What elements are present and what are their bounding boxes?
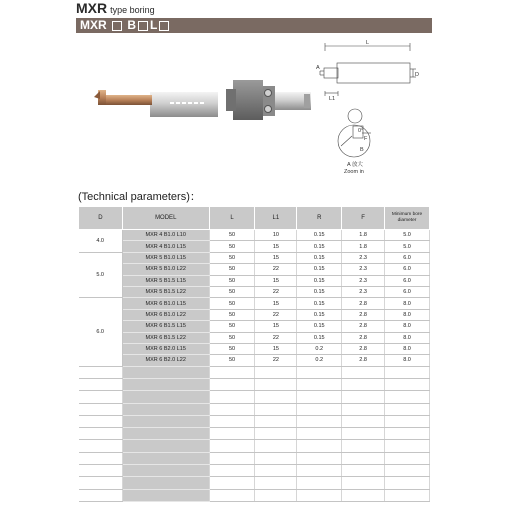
empty-cell bbox=[122, 489, 209, 501]
cell-l: 50 bbox=[209, 343, 255, 354]
empty-cell bbox=[297, 378, 342, 390]
cell-min-bore: 8.0 bbox=[385, 343, 430, 354]
empty-cell bbox=[79, 378, 123, 390]
cell-f: 2.8 bbox=[342, 355, 385, 366]
empty-cell bbox=[297, 403, 342, 415]
cell-min-bore: 6.0 bbox=[385, 286, 430, 297]
zoom-label-en: Zoom in bbox=[344, 169, 364, 173]
empty-cell bbox=[209, 391, 255, 403]
empty-cell bbox=[385, 489, 430, 501]
empty-row bbox=[79, 428, 430, 440]
cell-min-bore: 5.0 bbox=[385, 241, 430, 252]
header-f: F bbox=[342, 207, 385, 230]
table-row bbox=[79, 332, 430, 343]
title-sub: type boring bbox=[110, 5, 155, 15]
table-row bbox=[79, 252, 430, 263]
empty-cell bbox=[122, 440, 209, 452]
cell-model: MXR 4 B1.0 L10 bbox=[122, 230, 209, 241]
cell-f: 2.3 bbox=[342, 252, 385, 263]
cell-model: MXR 5 B1.0 L15 bbox=[122, 252, 209, 263]
dim-A-label: A bbox=[316, 65, 320, 71]
empty-row bbox=[79, 391, 430, 403]
cell-min-bore: 6.0 bbox=[385, 252, 430, 263]
empty-cell bbox=[385, 428, 430, 440]
cell-f: 2.8 bbox=[342, 298, 385, 309]
empty-cell bbox=[385, 378, 430, 390]
cell-model: MXR 6 B1.5 L22 bbox=[122, 332, 209, 343]
empty-cell bbox=[342, 378, 385, 390]
empty-cell bbox=[255, 440, 297, 452]
cell-r: 0.15 bbox=[297, 264, 342, 275]
dim-D-label: D bbox=[415, 72, 419, 78]
table-row bbox=[79, 309, 430, 320]
empty-row bbox=[79, 378, 430, 390]
cell-l: 50 bbox=[209, 355, 255, 366]
cell-min-bore: 6.0 bbox=[385, 264, 430, 275]
empty-cell bbox=[342, 477, 385, 489]
empty-cell bbox=[255, 428, 297, 440]
empty-cell bbox=[342, 428, 385, 440]
empty-cell bbox=[122, 452, 209, 464]
empty-cell bbox=[255, 378, 297, 390]
empty-cell bbox=[209, 403, 255, 415]
cell-l: 50 bbox=[209, 275, 255, 286]
empty-cell bbox=[297, 366, 342, 378]
table-row bbox=[79, 286, 430, 297]
cell-f: 2.8 bbox=[342, 332, 385, 343]
empty-cell bbox=[385, 415, 430, 427]
table-row bbox=[79, 264, 430, 275]
tool-illustration bbox=[76, 33, 432, 173]
header-r: R bbox=[297, 207, 342, 230]
cell-l: 50 bbox=[209, 230, 255, 241]
page-title bbox=[76, 0, 155, 16]
empty-cell bbox=[297, 391, 342, 403]
dim-L1-label: L1 bbox=[329, 96, 336, 102]
model-code bbox=[80, 18, 171, 33]
empty-cell bbox=[385, 391, 430, 403]
technical-parameters-table bbox=[78, 206, 430, 502]
cell-r: 0.15 bbox=[297, 241, 342, 252]
cell-model: MXR 5 B1.0 L22 bbox=[122, 264, 209, 275]
table-row bbox=[79, 321, 430, 332]
cell-r: 0.15 bbox=[297, 286, 342, 297]
cell-l: 50 bbox=[209, 241, 255, 252]
empty-cell bbox=[79, 391, 123, 403]
cell-l1: 15 bbox=[255, 298, 297, 309]
zoom-angle-label: 0° bbox=[358, 128, 364, 134]
empty-cell bbox=[79, 440, 123, 452]
empty-cell bbox=[79, 403, 123, 415]
cell-r: 0.15 bbox=[297, 275, 342, 286]
boring-bar-photo bbox=[94, 90, 218, 117]
table-row bbox=[79, 275, 430, 286]
cell-model: MXR 6 B2.0 L15 bbox=[122, 343, 209, 354]
cell-f: 1.8 bbox=[342, 241, 385, 252]
cell-r: 0.15 bbox=[297, 298, 342, 309]
cell-r: 0.2 bbox=[297, 343, 342, 354]
empty-cell bbox=[297, 489, 342, 501]
empty-cell bbox=[385, 477, 430, 489]
empty-row bbox=[79, 477, 430, 489]
empty-cell bbox=[297, 415, 342, 427]
empty-cell bbox=[79, 415, 123, 427]
empty-cell bbox=[342, 403, 385, 415]
empty-cell bbox=[79, 366, 123, 378]
placeholder-box bbox=[138, 21, 148, 31]
empty-cell bbox=[342, 452, 385, 464]
table-body bbox=[79, 230, 430, 502]
banner-l: L bbox=[150, 18, 158, 32]
banner-b: B bbox=[127, 18, 137, 32]
cell-l: 50 bbox=[209, 264, 255, 275]
cell-min-bore: 5.0 bbox=[385, 230, 430, 241]
table-row bbox=[79, 355, 430, 366]
cell-model: MXR 6 B2.0 L22 bbox=[122, 355, 209, 366]
cell-l: 50 bbox=[209, 252, 255, 263]
cell-r: 0.2 bbox=[297, 355, 342, 366]
cell-l1: 15 bbox=[255, 321, 297, 332]
empty-row bbox=[79, 489, 430, 501]
cell-l1: 15 bbox=[255, 275, 297, 286]
empty-cell bbox=[255, 489, 297, 501]
cell-model: MXR 6 B1.5 L15 bbox=[122, 321, 209, 332]
empty-cell bbox=[297, 465, 342, 477]
cell-model: MXR 4 B1.0 L15 bbox=[122, 241, 209, 252]
cell-l1: 22 bbox=[255, 309, 297, 320]
empty-cell bbox=[122, 415, 209, 427]
empty-cell bbox=[385, 465, 430, 477]
cell-f: 1.8 bbox=[342, 230, 385, 241]
empty-cell bbox=[209, 440, 255, 452]
empty-cell bbox=[385, 366, 430, 378]
title-main: MXR bbox=[76, 0, 108, 16]
cell-model: MXR 6 B1.0 L15 bbox=[122, 298, 209, 309]
empty-cell bbox=[209, 477, 255, 489]
cell-d: 4.0 bbox=[79, 230, 123, 253]
empty-cell bbox=[255, 452, 297, 464]
empty-cell bbox=[297, 477, 342, 489]
zoom-B-label: B bbox=[360, 147, 364, 153]
empty-row bbox=[79, 452, 430, 464]
cell-d: 6.0 bbox=[79, 298, 123, 366]
cell-r: 0.15 bbox=[297, 321, 342, 332]
model-code-banner bbox=[76, 18, 432, 33]
empty-cell bbox=[79, 489, 123, 501]
empty-cell bbox=[385, 403, 430, 415]
cell-l1: 22 bbox=[255, 355, 297, 366]
empty-cell bbox=[122, 465, 209, 477]
empty-cell bbox=[122, 391, 209, 403]
cell-f: 2.3 bbox=[342, 264, 385, 275]
table-row bbox=[79, 298, 430, 309]
cell-min-bore: 6.0 bbox=[385, 275, 430, 286]
empty-cell bbox=[122, 403, 209, 415]
cell-r: 0.15 bbox=[297, 332, 342, 343]
empty-cell bbox=[342, 440, 385, 452]
empty-cell bbox=[79, 465, 123, 477]
empty-cell bbox=[79, 428, 123, 440]
cell-l: 50 bbox=[209, 286, 255, 297]
empty-cell bbox=[385, 440, 430, 452]
placeholder-box bbox=[112, 21, 122, 31]
cell-f: 2.3 bbox=[342, 286, 385, 297]
cell-min-bore: 8.0 bbox=[385, 332, 430, 343]
table-header-row bbox=[79, 207, 430, 230]
table-row bbox=[79, 230, 430, 241]
cell-l1: 15 bbox=[255, 252, 297, 263]
empty-cell bbox=[122, 428, 209, 440]
cell-r: 0.15 bbox=[297, 230, 342, 241]
zoom-label-cn: A 放大 bbox=[347, 162, 363, 168]
empty-row bbox=[79, 415, 430, 427]
empty-row bbox=[79, 465, 430, 477]
empty-cell bbox=[297, 428, 342, 440]
empty-cell bbox=[255, 477, 297, 489]
zoom-F-label: F bbox=[364, 136, 368, 142]
cell-model: MXR 5 B1.5 L15 bbox=[122, 275, 209, 286]
cell-min-bore: 8.0 bbox=[385, 309, 430, 320]
cell-l: 50 bbox=[209, 298, 255, 309]
empty-cell bbox=[385, 452, 430, 464]
cell-l1: 22 bbox=[255, 332, 297, 343]
cell-f: 2.3 bbox=[342, 275, 385, 286]
cell-d: 5.0 bbox=[79, 252, 123, 298]
tool-holder-photo bbox=[226, 80, 311, 120]
empty-cell bbox=[122, 477, 209, 489]
cell-l1: 15 bbox=[255, 343, 297, 354]
empty-cell bbox=[255, 403, 297, 415]
header-l1: L1 bbox=[255, 207, 297, 230]
empty-cell bbox=[255, 465, 297, 477]
cell-f: 2.8 bbox=[342, 321, 385, 332]
header-model: MODEL bbox=[122, 207, 209, 230]
cell-l1: 22 bbox=[255, 264, 297, 275]
empty-row bbox=[79, 440, 430, 452]
empty-cell bbox=[255, 366, 297, 378]
empty-row bbox=[79, 366, 430, 378]
header-l: L bbox=[209, 207, 255, 230]
empty-cell bbox=[255, 415, 297, 427]
empty-cell bbox=[297, 452, 342, 464]
cell-model: MXR 6 B1.0 L22 bbox=[122, 309, 209, 320]
cell-l1: 15 bbox=[255, 241, 297, 252]
cell-min-bore: 8.0 bbox=[385, 321, 430, 332]
empty-cell bbox=[209, 366, 255, 378]
banner-prefix: MXR bbox=[80, 18, 107, 32]
empty-cell bbox=[209, 415, 255, 427]
dim-L-label: L bbox=[366, 40, 370, 46]
table-row bbox=[79, 241, 430, 252]
cell-f: 2.8 bbox=[342, 309, 385, 320]
empty-cell bbox=[297, 440, 342, 452]
empty-cell bbox=[342, 465, 385, 477]
cell-r: 0.15 bbox=[297, 252, 342, 263]
cell-min-bore: 8.0 bbox=[385, 355, 430, 366]
empty-cell bbox=[209, 428, 255, 440]
empty-cell bbox=[79, 477, 123, 489]
cell-l: 50 bbox=[209, 321, 255, 332]
empty-cell bbox=[209, 465, 255, 477]
cell-l1: 10 bbox=[255, 230, 297, 241]
header-d: D bbox=[79, 207, 123, 230]
cell-f: 2.8 bbox=[342, 343, 385, 354]
empty-cell bbox=[342, 391, 385, 403]
empty-cell bbox=[209, 489, 255, 501]
empty-cell bbox=[342, 366, 385, 378]
table-row bbox=[79, 343, 430, 354]
cell-r: 0.15 bbox=[297, 309, 342, 320]
empty-cell bbox=[342, 489, 385, 501]
placeholder-box bbox=[159, 21, 169, 31]
empty-cell bbox=[255, 391, 297, 403]
cell-model: MXR 5 B1.5 L22 bbox=[122, 286, 209, 297]
empty-cell bbox=[209, 378, 255, 390]
empty-cell bbox=[209, 452, 255, 464]
empty-cell bbox=[122, 378, 209, 390]
empty-cell bbox=[79, 452, 123, 464]
cell-min-bore: 8.0 bbox=[385, 298, 430, 309]
cell-l: 50 bbox=[209, 332, 255, 343]
cell-l: 50 bbox=[209, 309, 255, 320]
empty-cell bbox=[122, 366, 209, 378]
section-title: (Technical parameters)： bbox=[78, 191, 201, 203]
header-min-bore: Minimum bore diameter bbox=[385, 207, 430, 230]
empty-row bbox=[79, 403, 430, 415]
empty-cell bbox=[342, 415, 385, 427]
cell-l1: 22 bbox=[255, 286, 297, 297]
